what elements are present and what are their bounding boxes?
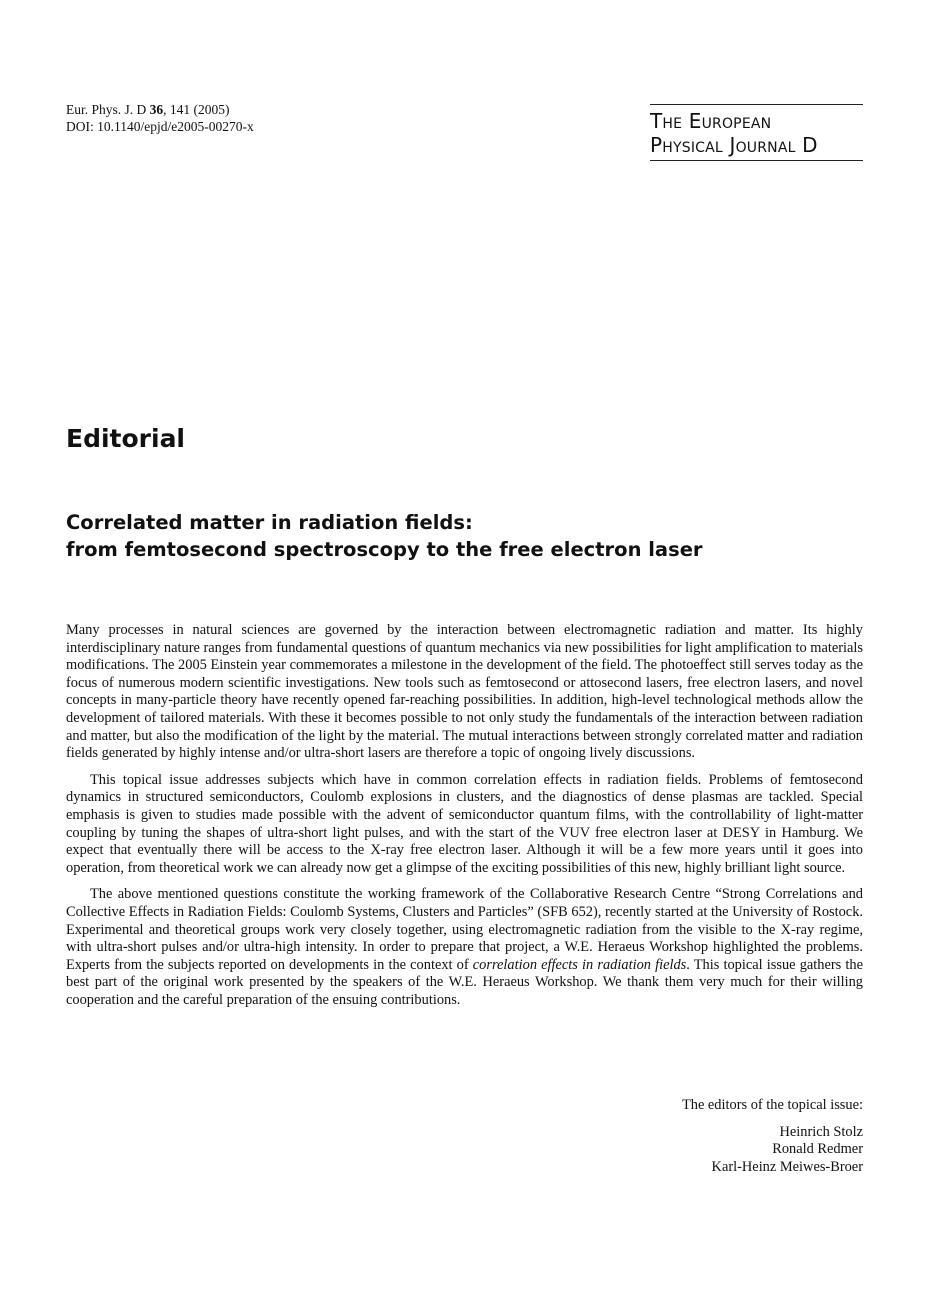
volume-number: 36 bbox=[149, 102, 164, 117]
paragraph-2: This topical issue addresses subjects which have in common correlation effects in radiation fields. Problems of femtosecond dynamics in structured semiconductors, Coulomb explosions in clusters, and the diagnostics of dense plasmas are tackled. Special emphasis is given to studies made possible with the advent of semiconductor quantum films, with the controllability of light-matter coupling by tuning the shapes of ultra-short light pulses, and with the start of the VUV free electron laser at DESY in Hamburg. We expect that eventually there will be access to the X-ray free electron laser. Although it will be a few more years until it goes into operation, from theoretical work we can already now get a glimpse of the exciting possibilities of this new, highly brilliant light source. bbox=[66, 771, 863, 876]
editor-name: Ronald Redmer bbox=[772, 1141, 863, 1158]
editorial-heading: Editorial bbox=[66, 424, 186, 453]
journal-abbrev: Eur. Phys. J. D bbox=[66, 102, 147, 117]
citation-line bbox=[66, 101, 254, 118]
editors-intro: The editors of the topical issue: bbox=[681, 1097, 863, 1113]
editor-name: Karl-Heinz Meiwes-Broer bbox=[711, 1158, 863, 1175]
paragraph-3-emphasis: correlation effects in radiation fields bbox=[472, 956, 687, 973]
journal-name-banner bbox=[650, 104, 863, 161]
journal-name-line-2: Physical Journal D bbox=[650, 133, 818, 157]
paragraph-3 bbox=[66, 886, 863, 1009]
page-year: , 141 (2005) bbox=[163, 102, 230, 117]
citation-block bbox=[66, 101, 254, 135]
editors-signature bbox=[682, 1097, 863, 1176]
editor-name: Heinrich Stolz bbox=[779, 1123, 863, 1140]
paragraph-1: Many processes in natural sciences are governed by the interaction between electromagnetic radiation and matter. Its highly interdisciplinary nature ranges from fundamental questions of quantum mechanics via new possibilities for light amplification to materials modifications. The 2005 Einstein year commemorates a milestone in the development of the field. The photoeffect still serves today as the focus of numerous modern scientific investigations. New tools such as femtosecond or attosecond lasers, free electron lasers, and novel concepts in many-particle theory have recently opened far-reaching possibilities. In addition, high-level technological methods allow the development of tailored materials. With these it becomes possible to not only study the fundamentals of the interaction between radiation and matter, but also the modification of the light by the material. The mutual interactions between strongly correlated matter and radiation fields generated by highly intense and/or ultra-short lasers are therefore a topic of ongoing lively discussions. bbox=[66, 622, 863, 762]
body-text bbox=[66, 622, 863, 1018]
article-title bbox=[66, 509, 703, 563]
doi-line: DOI: 10.1140/epjd/e2005-00270-x bbox=[66, 119, 254, 134]
journal-name-line-1: The European bbox=[650, 109, 772, 133]
paragraph-3-text-a: The above mentioned questions constitute the working framework of the Collaborative Research Centre “Strong Correlations and Collective Effects in Radiation Fields: Coulomb Systems, Clusters and Particles” (SFB 652), recently started at the University of Rostock. Experimental and theoretical groups work very closely together, using electromagnetic radiation from the visible to the X-ray regime, with ultra-short pulses and/or ultra-high intensity. In order to prepare that project, a W.E. Heraeus Workshop highlighted the problems. Experts from the subjects reported on developments in the context of bbox=[66, 886, 863, 973]
article-title-line-1: Correlated matter in radiation fields: bbox=[66, 511, 473, 534]
article-title-line-2: from femtosecond spectroscopy to the free electron laser bbox=[66, 538, 703, 561]
paragraph-3-text-b: . This topical issue gathers the best part of the original work presented by the speakers of the W.E. Heraeus Workshop. We thank them very much for their willing cooperation and the careful preparation of the ensuing contributions. bbox=[66, 956, 863, 1008]
